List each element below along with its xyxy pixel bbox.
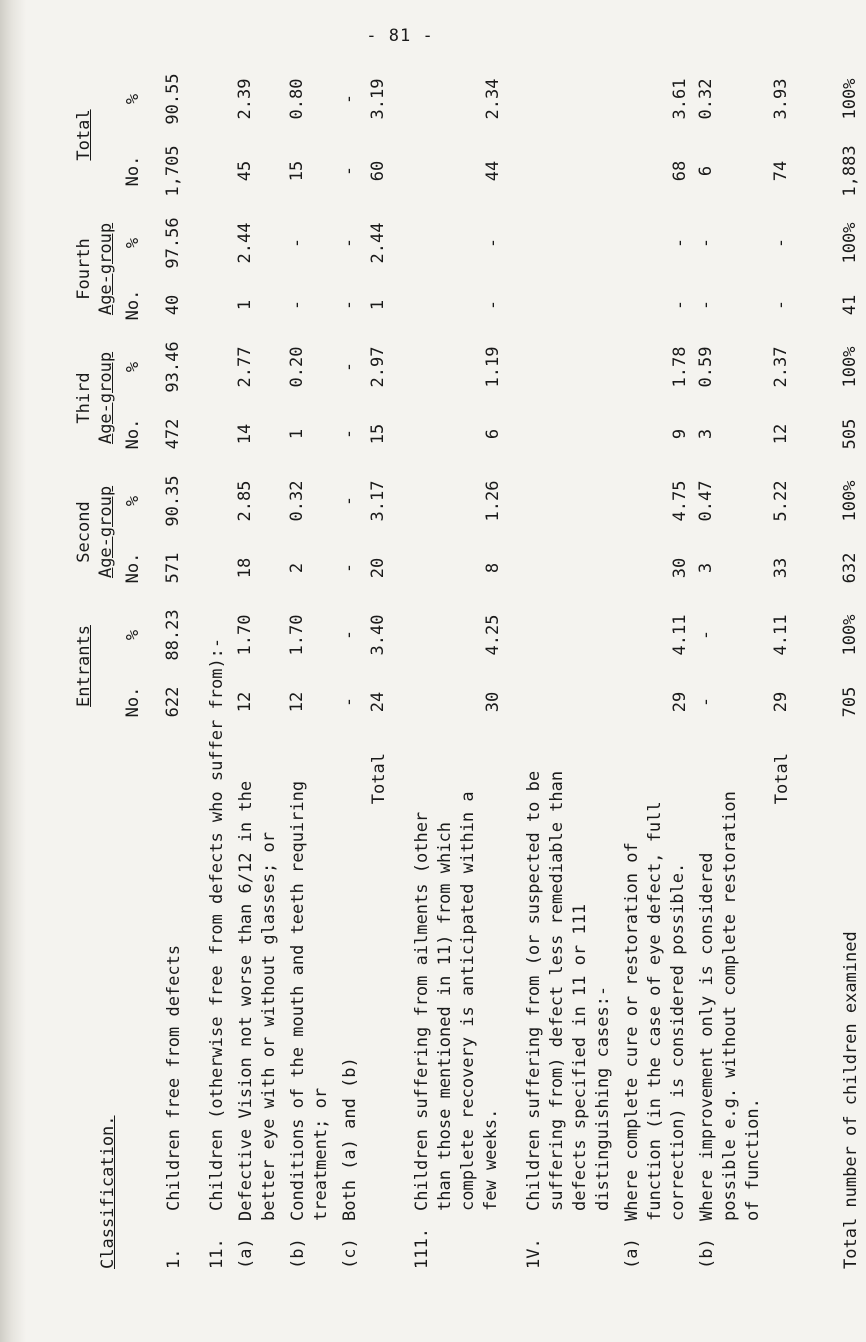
cell-value: 29	[670, 691, 690, 713]
cell-value: 30	[483, 691, 503, 713]
cell-value: 2.44	[368, 222, 388, 264]
cell-value: 45	[235, 160, 255, 182]
col-no: No.	[123, 418, 143, 450]
cell-value: 100%	[840, 346, 860, 388]
table-row-section-4-total	[768, 63, 797, 1273]
table-row-section-2c	[336, 63, 365, 1273]
cell-value: 0.20	[287, 346, 307, 388]
cell-value: 3.19	[368, 78, 388, 120]
binding-edge	[0, 0, 26, 1342]
group-header-total: Total	[74, 109, 94, 161]
cell-value: 3.40	[368, 614, 388, 656]
cell-value: 12	[771, 423, 791, 445]
cell-value: 60	[368, 160, 388, 182]
table-row-section-3	[408, 63, 506, 1273]
cell-value: 93.46	[163, 341, 183, 393]
cell-value: 18	[235, 557, 255, 579]
cell-value: -	[339, 165, 359, 177]
cell-value: 571	[163, 552, 183, 584]
cell-value: 68	[670, 160, 690, 182]
cell-value: 2	[287, 562, 307, 574]
cell-value: 6	[696, 165, 716, 177]
cell-value: 14	[235, 423, 255, 445]
cell-value: -	[339, 237, 359, 249]
cell-value: 100%	[840, 614, 860, 656]
cell-value: 1.26	[483, 480, 503, 522]
cell-value: 4.75	[670, 480, 690, 522]
cell-value: -	[771, 237, 791, 249]
cell-value: 3	[696, 562, 716, 574]
col-pct: %	[123, 237, 143, 249]
col-no: No.	[123, 686, 143, 718]
cell-value: 0.32	[696, 78, 716, 120]
cell-value: 100%	[840, 78, 860, 120]
cell-value: 74	[771, 160, 791, 182]
cell-value: 4.25	[483, 614, 503, 656]
row-label: (c)Both (a) and (b)	[340, 1057, 360, 1269]
cell-value: 1,705	[163, 145, 183, 197]
cell-value: -	[696, 696, 716, 708]
cell-value: 3.61	[670, 78, 690, 120]
row-label: (a)Defective Vision not worse than 6/12 in the better eye with or without glasses; or	[236, 780, 279, 1269]
group-header-fourth: Fourth Age-group	[74, 222, 116, 316]
cell-value: -	[339, 495, 359, 507]
cell-value: -	[339, 696, 359, 708]
cell-value: 1	[287, 428, 307, 440]
cell-value: 1	[368, 299, 388, 311]
cell-value: 30	[670, 557, 690, 579]
table-row-section-4a	[618, 63, 693, 1273]
cell-value: 15	[368, 423, 388, 445]
cell-value: 100%	[840, 222, 860, 264]
col-no: No.	[123, 289, 143, 321]
cell-value: -	[670, 299, 690, 311]
classification-heading: Classification.	[98, 1115, 118, 1269]
cell-value: 90.35	[163, 475, 183, 527]
cell-value: 0.80	[287, 78, 307, 120]
cell-value: 88.23	[163, 609, 183, 661]
row-label: 1V.Children suffering from (or suspected to be suffering from) defect less remediable than defects specified in 11 or 111 distinguishing cases:-	[524, 770, 613, 1269]
col-pct: %	[123, 495, 143, 507]
col-pct: %	[123, 361, 143, 373]
cell-value: 1.70	[235, 614, 255, 656]
cell-value: 0.47	[696, 480, 716, 522]
cell-value: 0.32	[287, 480, 307, 522]
group-header-entrants: Entrants	[74, 625, 94, 707]
cell-value: 97.56	[163, 217, 183, 269]
cell-value: 29	[771, 691, 791, 713]
cell-value: 2.77	[235, 346, 255, 388]
cell-value: 12	[235, 691, 255, 713]
table-row-section-2a	[232, 63, 284, 1273]
table-row-section-1	[160, 63, 189, 1273]
table-row-section-4b	[693, 63, 768, 1273]
cell-value: 15	[287, 160, 307, 182]
col-no: No.	[123, 155, 143, 187]
row-label: (b)Conditions of the mouth and teeth requiring treatment; or	[288, 780, 331, 1269]
row-label: 111.Children suffering from ailments (other than those mentioned in 11) from which complete recovery is anticipated within a few weeks.	[412, 791, 501, 1269]
cell-value: -	[696, 299, 716, 311]
cell-value: -	[483, 237, 503, 249]
cell-value: 33	[771, 557, 791, 579]
cell-value: 2.37	[771, 346, 791, 388]
cell-value: 2.44	[235, 222, 255, 264]
row-label: Total number of children examined	[841, 931, 861, 1269]
group-header-third: Third Age-group	[74, 351, 116, 445]
cell-value: 632	[840, 552, 860, 584]
cell-value: 20	[368, 557, 388, 579]
cell-value: 1.70	[287, 614, 307, 656]
row-label: 1.Children free from defects	[164, 944, 184, 1269]
table-row-grand-total	[837, 63, 866, 1273]
header-groups-row	[70, 63, 120, 1273]
cell-value: -	[287, 299, 307, 311]
cell-value: -	[696, 629, 716, 641]
cell-value: 1.78	[670, 346, 690, 388]
table-row-section-2-total	[365, 63, 394, 1273]
cell-value: 4.11	[771, 614, 791, 656]
cell-value: 5.22	[771, 480, 791, 522]
classification-table	[70, 63, 866, 1273]
cell-value: -	[670, 237, 690, 249]
cell-value: 12	[287, 691, 307, 713]
cell-value: 505	[840, 418, 860, 450]
cell-value: 3.17	[368, 480, 388, 522]
cell-value: 2.34	[483, 78, 503, 120]
row-label: (a)Where complete cure or restoration of function (in the case of eye defect, full correction) is considered possible.	[622, 801, 688, 1269]
cell-value: 3.93	[771, 78, 791, 120]
row-label-total: Total	[772, 753, 792, 805]
cell-value: 40	[163, 294, 183, 316]
cell-value: 90.55	[163, 73, 183, 125]
table-row-section-2-heading	[203, 63, 232, 1273]
cell-value: 24	[368, 691, 388, 713]
cell-value: 3	[696, 428, 716, 440]
table-row-section-2b	[284, 63, 336, 1273]
cell-value: 100%	[840, 480, 860, 522]
row-label: 11.Children (otherwise free from defects who suffer from):-	[207, 637, 227, 1269]
cell-value: -	[339, 428, 359, 440]
cell-value: 6	[483, 428, 503, 440]
cell-value: -	[339, 562, 359, 574]
cell-value: 9	[670, 428, 690, 440]
cell-value: 622	[163, 686, 183, 718]
cell-value: 2.85	[235, 480, 255, 522]
group-header-second: Second Age-group	[74, 485, 116, 579]
cell-value: 2.97	[368, 346, 388, 388]
cell-value: 1	[235, 299, 255, 311]
cell-value: 2.39	[235, 78, 255, 120]
cell-value: 41	[840, 294, 860, 316]
cell-value: 0.59	[696, 346, 716, 388]
cell-value: -	[339, 629, 359, 641]
cell-value: -	[287, 237, 307, 249]
page-number: - 81 -	[366, 26, 434, 46]
row-label: (b)Where improvement only is considered possible e.g. without complete restoration of function.	[697, 791, 763, 1269]
cell-value: -	[339, 361, 359, 373]
cell-value: -	[483, 299, 503, 311]
cell-value: -	[339, 299, 359, 311]
cell-value: 1.19	[483, 346, 503, 388]
col-pct: %	[123, 629, 143, 641]
classification-table-rotated	[60, 51, 861, 1291]
cell-value: 4.11	[670, 614, 690, 656]
cell-value: 472	[163, 418, 183, 450]
row-label-total: Total	[369, 753, 389, 805]
cell-value: -	[339, 93, 359, 105]
cell-value: 1,883	[840, 145, 860, 197]
col-pct: %	[123, 93, 143, 105]
cell-value: -	[771, 299, 791, 311]
table-row-section-4-heading	[520, 63, 618, 1273]
col-no: No.	[123, 552, 143, 584]
cell-value: 8	[483, 562, 503, 574]
cell-value: -	[696, 237, 716, 249]
cell-value: 705	[840, 686, 860, 718]
cell-value: 44	[483, 160, 503, 182]
